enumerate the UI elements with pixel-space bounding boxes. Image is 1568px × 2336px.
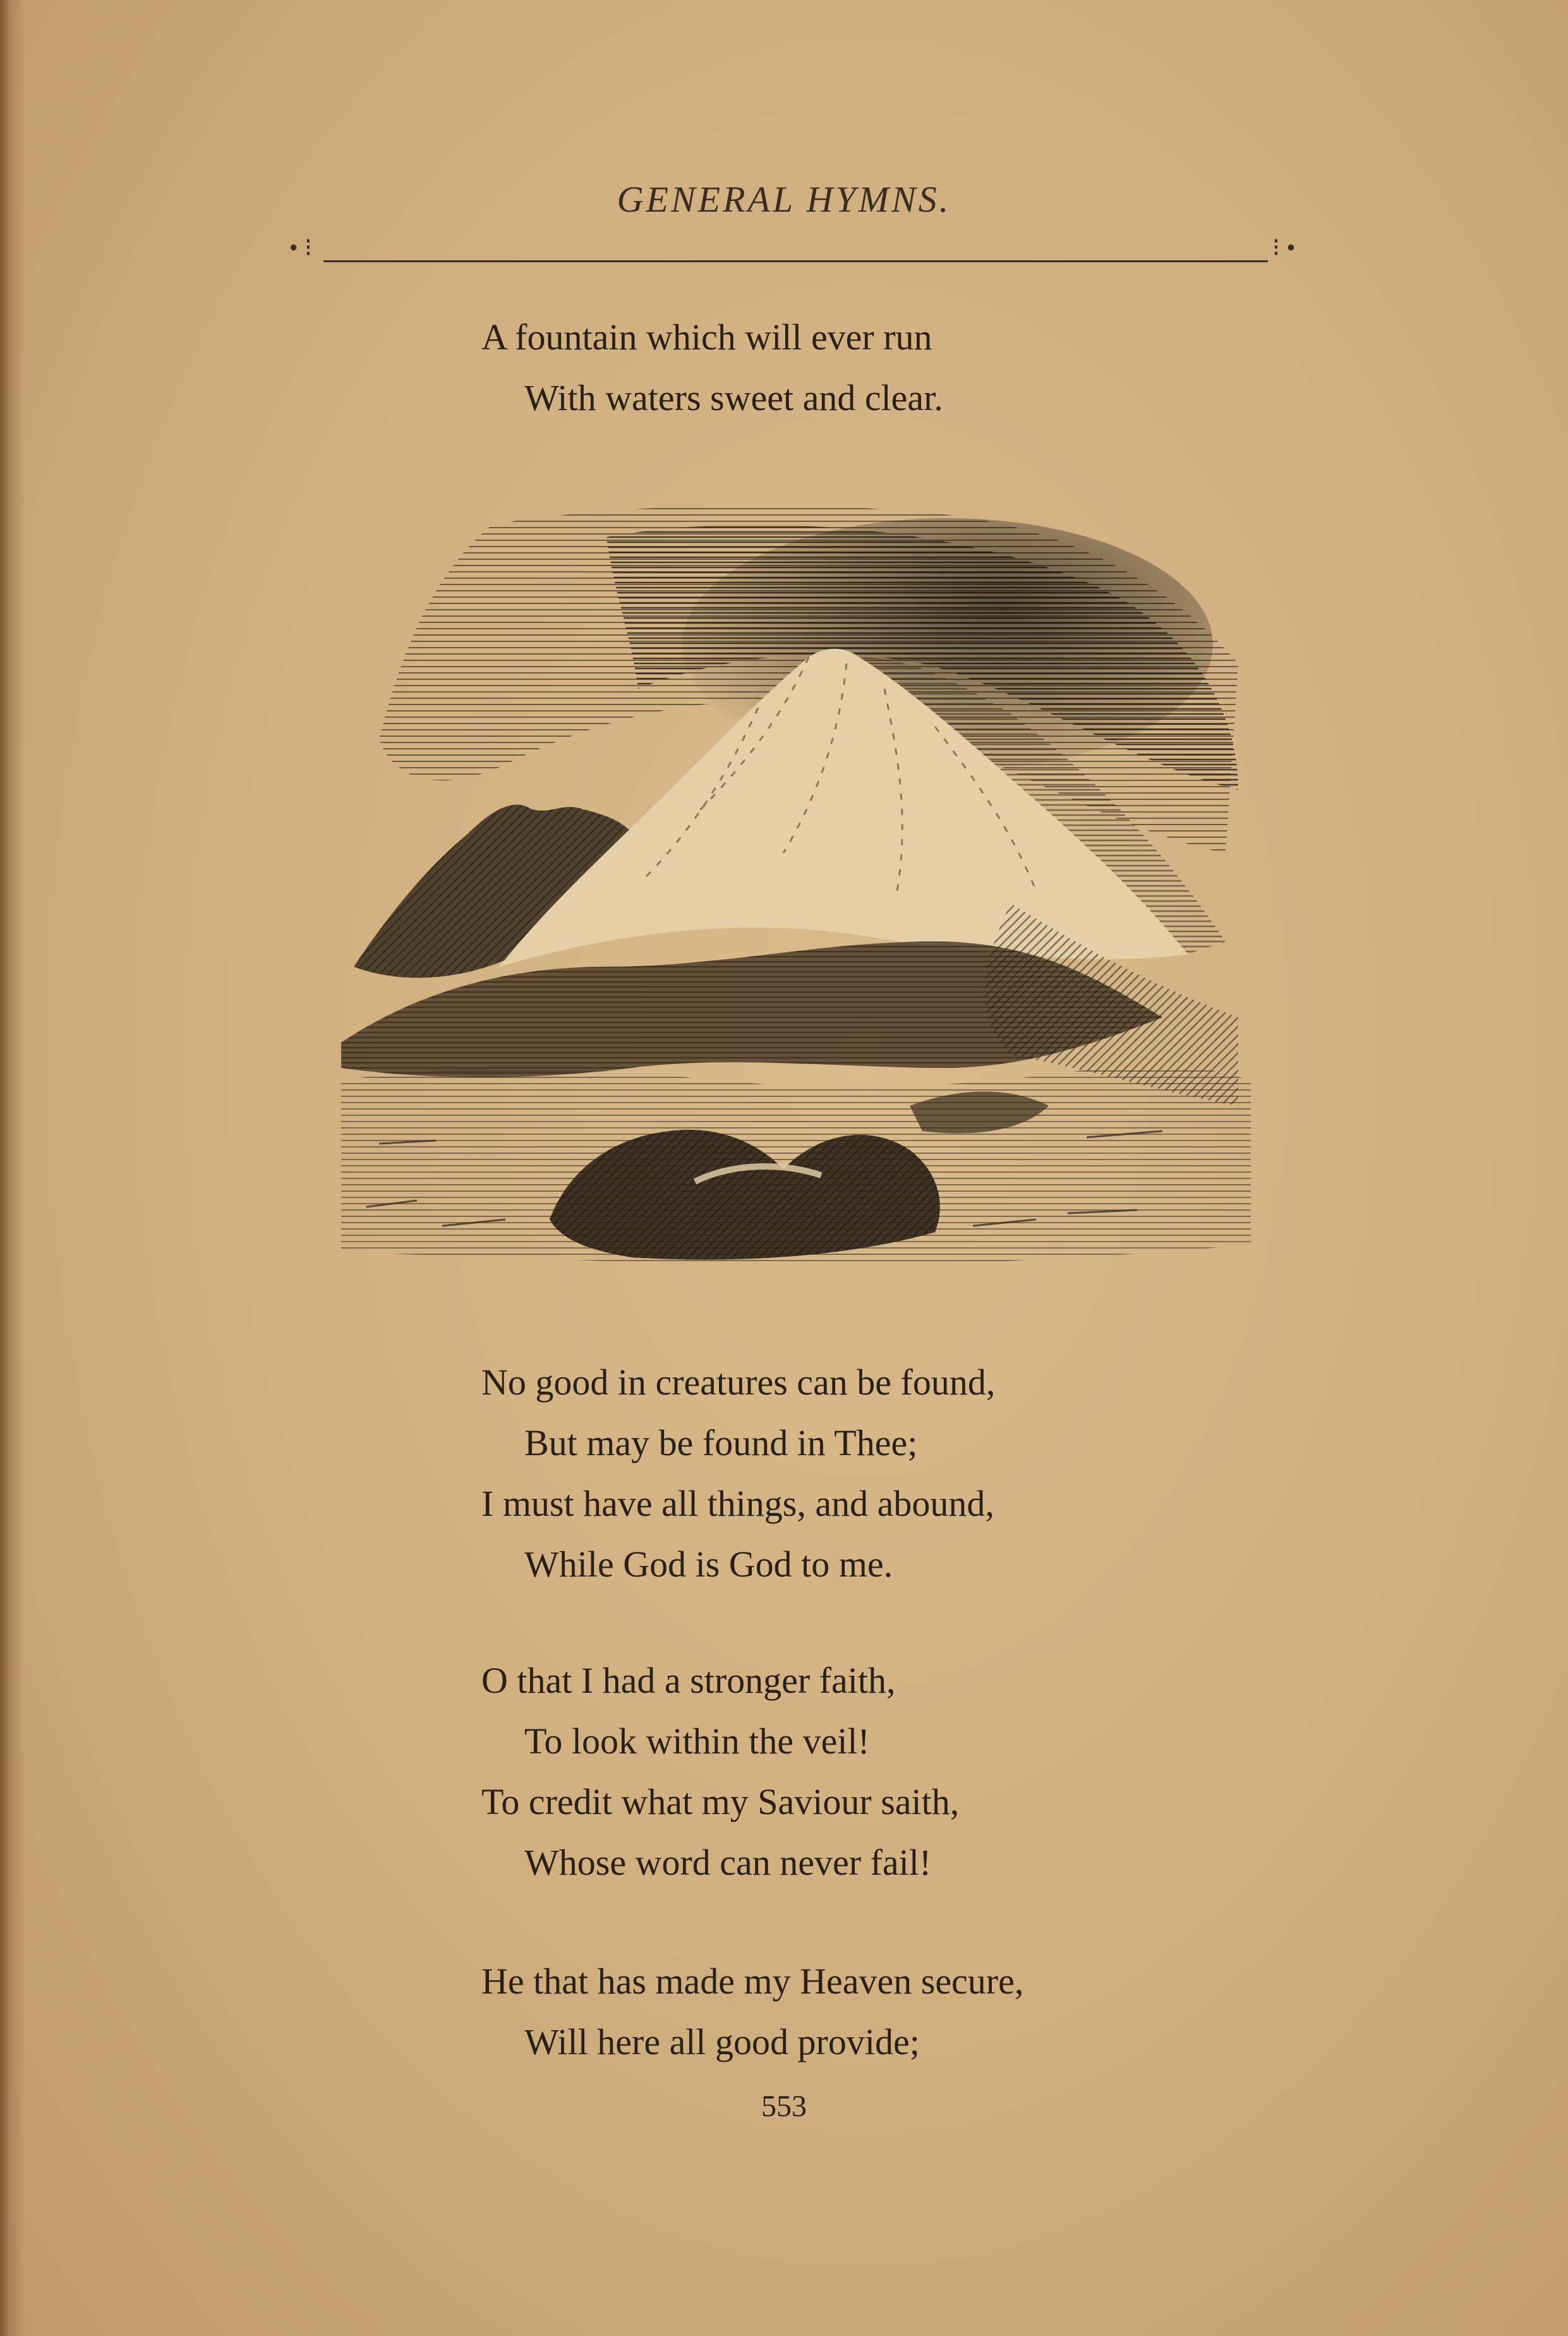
header-ornament-right: ⁝ •: [1272, 233, 1296, 262]
verse-line: No good in creatures can be found,: [481, 1362, 996, 1403]
verse-line: Whose word can never fail!: [524, 1842, 932, 1883]
verse-line: To credit what my Saviour saith,: [481, 1781, 960, 1822]
mountain-engraving: [341, 499, 1263, 1295]
verse-line: While God is God to me.: [524, 1544, 893, 1585]
stanza-4: [481, 1951, 1023, 2073]
header-rule: [323, 260, 1268, 262]
header-ornament-left: • ⁝: [289, 233, 313, 262]
verse-line: A fountain which will ever run: [481, 317, 932, 358]
running-header: GENERAL HYMNS.: [617, 179, 951, 220]
verse-line: O that I had a stronger faith,: [481, 1660, 896, 1701]
stanza-2: [481, 1352, 995, 1595]
stanza-1: [481, 307, 943, 428]
verse-line: To look within the veil!: [524, 1721, 870, 1762]
verse-line: I must have all things, and abound,: [481, 1483, 994, 1524]
verse-line: With waters sweet and clear.: [524, 377, 943, 418]
binding-edge: [0, 0, 25, 2336]
verse-line: Will here all good provide;: [524, 2021, 920, 2062]
verse-line: He that has made my Heaven secure,: [481, 1961, 1024, 2002]
stanza-3: [481, 1650, 959, 1893]
page-number: 553: [761, 2090, 807, 2123]
verse-line: But may be found in Thee;: [524, 1422, 918, 1463]
